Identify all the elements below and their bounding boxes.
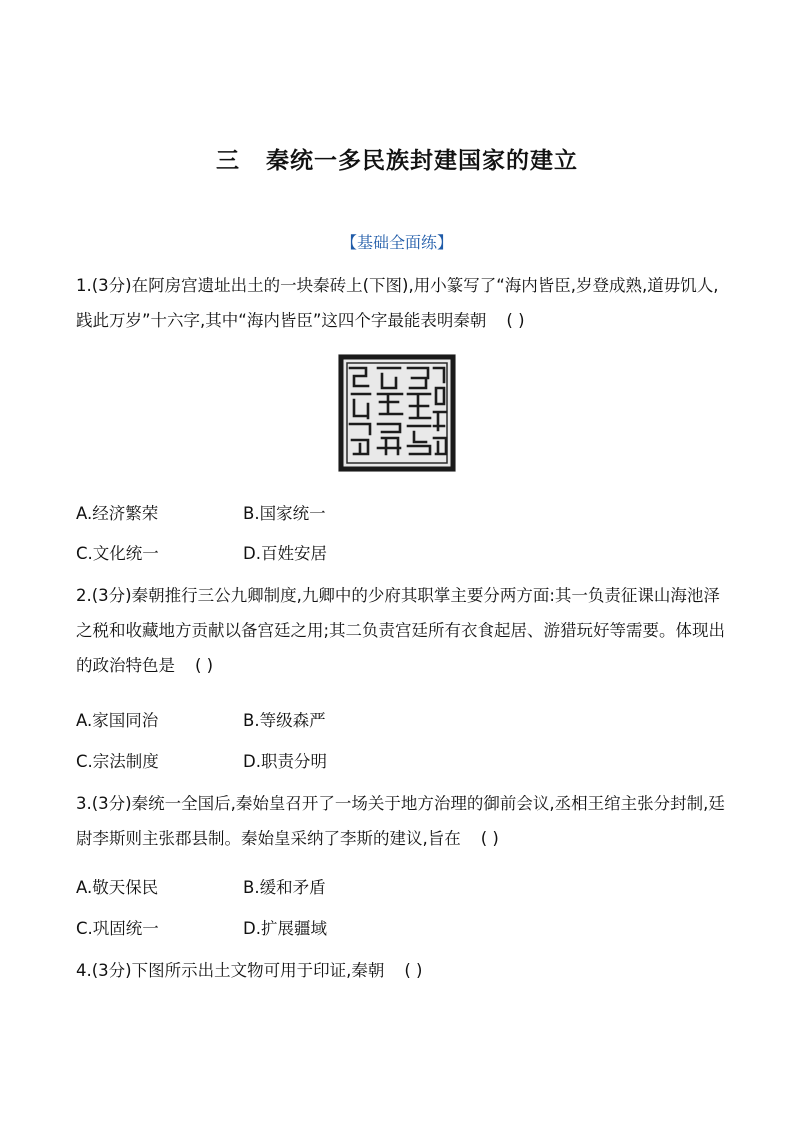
question-1 [76, 268, 726, 338]
question-1-stem: 1.(3分)在阿房宫遗址出土的一块秦砖上(下图),用小篆写了“海内皆臣,岁登成熟,道毋饥人,践此万岁”十六字,其中“海内皆臣”这四个字最能表明秦朝 [76, 276, 719, 330]
answer-blank-4: ( ) [404, 961, 423, 980]
option-1b: B.国家统一 [243, 504, 326, 523]
question-2-stem: 2.(3分)秦朝推行三公九卿制度,九卿中的少府其职掌主要分两方面:其一负责征课山海池泽之税和收藏地方贡献以备宫廷之用;其二负责宫廷所有衣食起居、游猎玩好等需要。体现出的政治特色是 [76, 586, 726, 675]
title-number: 三 [216, 148, 240, 174]
option-1a: A.经济繁荣 [76, 504, 159, 523]
answer-blank-2: ( ) [195, 656, 214, 675]
question-4 [76, 953, 726, 988]
option-2d: D.职责分明 [243, 752, 327, 771]
question-3-stem: 3.(3分)秦统一全国后,秦始皇召开了一场关于地方治理的御前会议,丞相王绾主张分封制,廷尉李斯则主张郡县制。秦始皇采纳了李斯的建议,旨在 [76, 794, 725, 848]
question-2 [76, 578, 726, 683]
option-3d: D.扩展疆域 [243, 919, 327, 938]
answer-blank-1: ( ) [506, 311, 525, 330]
option-3a: A.敬天保民 [76, 878, 159, 897]
option-2c: C.宗法制度 [76, 752, 159, 771]
option-1d: D.百姓安居 [243, 544, 327, 563]
option-2a: A.家国同治 [76, 711, 159, 730]
question-4-stem: 4.(3分)下图所示出土文物可用于印证,秦朝 [76, 961, 385, 980]
qin-brick-seal-image [338, 354, 456, 472]
section-heading: 【基础全面练】 [340, 233, 453, 252]
page-title [0, 142, 794, 175]
answer-blank-3: ( ) [480, 829, 499, 848]
option-3c: C.巩固统一 [76, 919, 159, 938]
option-2b: B.等级森严 [243, 711, 326, 730]
option-1c: C.文化统一 [76, 544, 159, 563]
title-text: 秦统一多民族封建国家的建立 [266, 148, 578, 174]
question-3 [76, 786, 726, 856]
option-3b: B.缓和矛盾 [243, 878, 326, 897]
